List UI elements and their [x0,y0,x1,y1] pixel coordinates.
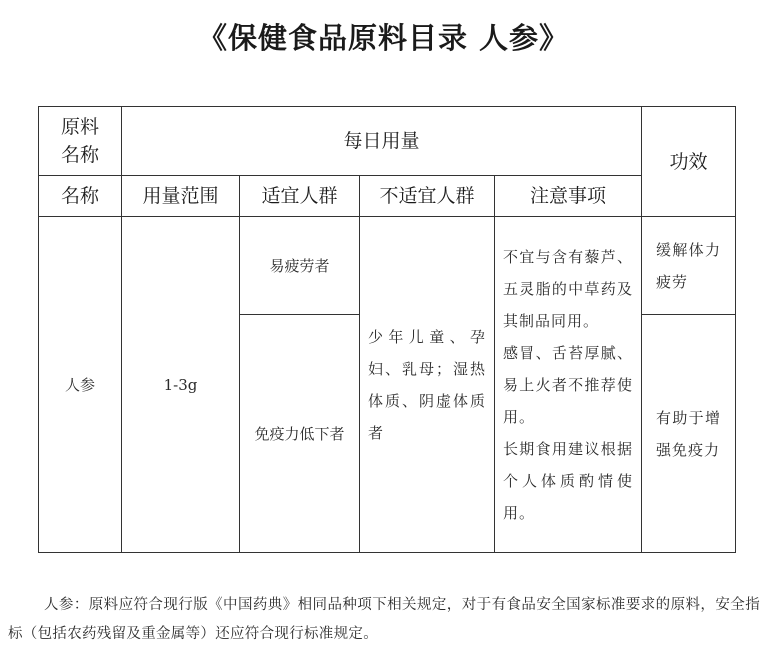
page-title: 《保健食品原料目录 人参》 [197,21,570,55]
header-material-name: 原料 名称 [39,107,122,176]
header-name: 名称 [39,176,122,217]
header-dosage-range: 用量范围 [122,176,240,217]
precaution-item: 不宜与含有藜芦、五灵脂的中草药及其制品同用。 [503,247,634,330]
cell-suitable-fatigue: 易疲劳者 [240,217,360,315]
cell-precautions [495,217,642,553]
cell-unsuitable-population [360,217,495,553]
footnote: 人参：原料应符合现行版《中国药典》相同品种项下相关规定，对于有食品安全国家标准要求的原料，安全指标（包括农药残留及重金属等）还应符合现行标准规定。 [8,597,760,642]
precautions-text [495,241,641,529]
header-unsuitable-population: 不适宜人群 [360,176,495,217]
unsuitable-text: 少年儿童、孕妇、乳母；湿热体质、阴虚体质者 [368,327,486,442]
precaution-item: 长期食用建议根据个人体质酌情使用。 [503,439,634,522]
header-daily-dosage: 每日用量 [122,107,642,176]
efficacy-immunity-text: 有助于增强免疫力 [656,408,722,459]
header-suitable-population: 适宜人群 [240,176,360,217]
precaution-item: 感冒、舌苔厚腻、易上火者不推荐使用。 [503,343,634,426]
efficacy-fatigue-text: 缓解体力疲劳 [656,240,722,291]
cell-efficacy-immunity [642,315,736,553]
header-efficacy: 功效 [642,107,736,217]
cell-suitable-low-immunity: 免疫力低下者 [240,315,360,553]
ingredient-table [38,106,736,553]
cell-ingredient-name: 人参 [39,217,122,553]
header-precautions: 注意事项 [495,176,642,217]
cell-efficacy-fatigue [642,217,736,315]
cell-dosage-range: 1-3g [122,217,240,553]
